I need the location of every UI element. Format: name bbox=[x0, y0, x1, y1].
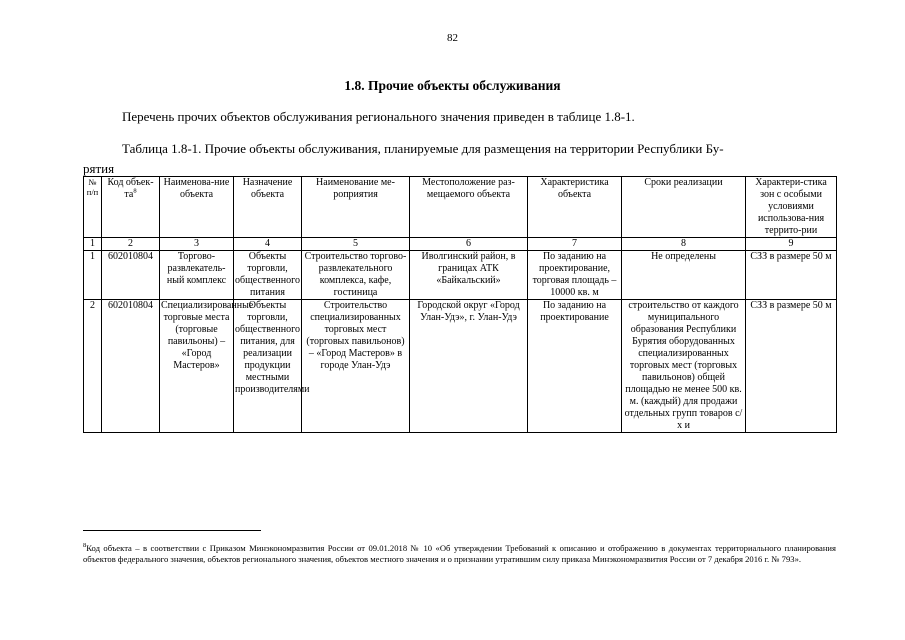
cell-zones: СЗЗ в размере 50 м bbox=[746, 251, 837, 300]
cell-name: Специализированные торговые места (торговые павильоны) – «Город Мастеров» bbox=[160, 300, 234, 433]
intro-paragraph: Перечень прочих объектов обслуживания регионального значения приведен в таблице 1.8-1. bbox=[122, 109, 635, 124]
header-num: № п/п bbox=[84, 177, 102, 238]
cell-location: Городской округ «Город Улан-Удэ», г. Улан-Удэ bbox=[410, 300, 528, 433]
table-caption-continuation: рятия bbox=[83, 161, 115, 176]
footnote bbox=[83, 543, 836, 564]
column-number: 5 bbox=[302, 238, 410, 251]
header-characteristic: Характеристика объекта bbox=[528, 177, 622, 238]
header-event: Наименование ме-роприятия bbox=[302, 177, 410, 238]
header-location: Местоположение раз-мещаемого объекта bbox=[410, 177, 528, 238]
column-number: 6 bbox=[410, 238, 528, 251]
cell-code: 602010804 bbox=[102, 251, 160, 300]
cell-purpose: Объекты торговли, общественного питания bbox=[235, 251, 300, 298]
cell-code: 602010804 bbox=[102, 300, 160, 433]
cell-characteristic: По заданию на проектирование, торговая площадь – 10000 кв. м bbox=[528, 251, 622, 300]
header-purpose: Назначение объекта bbox=[234, 177, 302, 238]
header-zones: Характери-стика зон с особыми условиями использова-ния террито-рии bbox=[746, 177, 837, 238]
header-terms: Сроки реализации bbox=[622, 177, 746, 238]
footnote-divider bbox=[83, 530, 261, 531]
column-number-row bbox=[84, 238, 837, 251]
table-header-row bbox=[84, 177, 837, 238]
cell-event: Строительство торгово-развлекательного комплекса, кафе, гостиница bbox=[302, 251, 410, 300]
column-number: 8 bbox=[622, 238, 746, 251]
cell-terms: Не определены bbox=[622, 251, 746, 300]
column-number: 3 bbox=[160, 238, 234, 251]
table-row bbox=[84, 300, 837, 433]
section-title: 1.8. Прочие объекты обслуживания bbox=[344, 78, 561, 93]
cell-event: Строительство специализированных торговых мест (торговых павильонов) – «Город Мастеров» в городе Улан-Удэ bbox=[302, 300, 410, 433]
cell-terms: строительство от каждого муниципального образования Республики Бурятия оборудованных специализированных торговых мест (торговых павильонов) общей площадью не менее 500 кв. м. (каждый) для продажи отдельных групп товаров с/х и bbox=[622, 300, 746, 433]
column-number: 9 bbox=[746, 238, 837, 251]
header-code-label: Код объек-та bbox=[107, 177, 154, 200]
cell-purpose: Объекты торговли, общественного питания, для реализации продукции местными производителями bbox=[234, 300, 302, 433]
table-row bbox=[84, 251, 837, 300]
cell-characteristic: По заданию на проектирование bbox=[528, 300, 622, 433]
cell-num: 1 bbox=[84, 251, 102, 300]
column-number: 4 bbox=[234, 238, 302, 251]
cell-zones: СЗЗ в размере 50 м bbox=[746, 300, 837, 433]
header-code bbox=[102, 177, 160, 238]
footnote-text: Код объекта – в соответствии с Приказом Минэкономразвития России от 09.01.2018 № 10 «Об утверждении Требований к описанию и отображению в документах территориального планирования объектов федерального значения, объектов регионального значения, объектов местного значения и о признании утратившим силу приказа Минэкономразвития России от 7 декабря 2016 г. № 793». bbox=[83, 543, 836, 564]
cell-location: Иволгинский район, в границах АТК «Байкальский» bbox=[410, 251, 528, 300]
objects-table bbox=[83, 176, 837, 433]
table-caption: Таблица 1.8-1. Прочие объекты обслуживания, планируемые для размещения на территории Республики Бу- bbox=[122, 141, 724, 156]
cell-name: Торгово-развлекатель-ный комплекс bbox=[160, 251, 234, 300]
header-name: Наименова-ние объекта bbox=[160, 177, 234, 238]
column-number: 7 bbox=[528, 238, 622, 251]
page-number: 82 bbox=[447, 32, 458, 44]
footnote-ref: 8 bbox=[133, 187, 137, 195]
footnote-marker: 8 bbox=[83, 542, 87, 550]
column-number: 1 bbox=[84, 238, 102, 251]
cell-num: 2 bbox=[84, 300, 102, 433]
column-number: 2 bbox=[102, 238, 160, 251]
